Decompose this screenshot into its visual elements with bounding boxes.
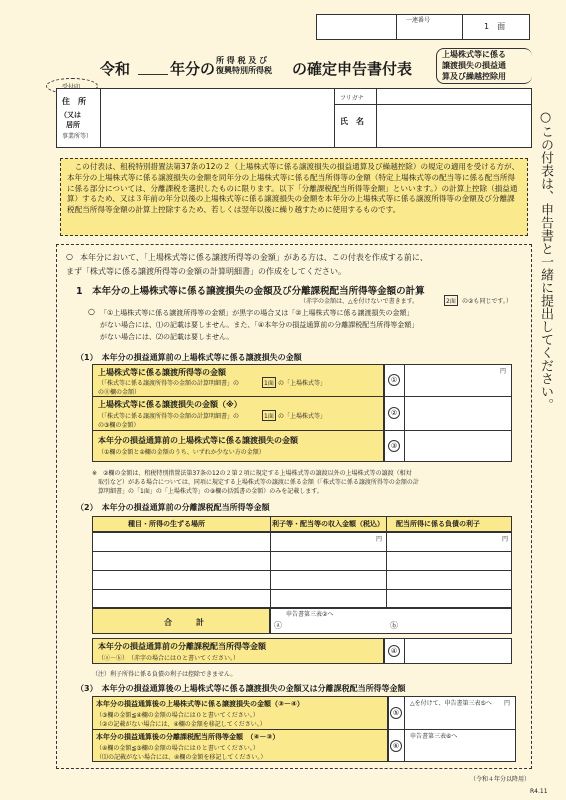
row3-amount-field[interactable] (406, 432, 510, 460)
row1-amount-field[interactable] (406, 366, 510, 394)
section1-note: （赤字の金額は、△を付けないで書きます。 (300, 298, 419, 305)
row5-number: ⑤ (390, 707, 402, 719)
row6-number: ⑥ (390, 740, 402, 752)
name-label: 氏 名 (340, 117, 364, 126)
row1-label: 上場株式等に係る譲渡所得等の金額 (98, 368, 226, 377)
title-bracket-3: 算及び繰越控除用 (442, 72, 506, 81)
total-note: 申告書第三表②へ (286, 611, 334, 618)
row4-sub: （ⓐ－ⓑ） （赤字の場合には０と書いてください。） (98, 655, 240, 662)
title-bracket-1: 上場株式等に係る (442, 50, 506, 59)
total-b-marker: ⓑ (390, 621, 398, 630)
footnote-line-2: 取引など）がある場合については、同項に規定する上場株式等の譲渡に係る金額（「株式等に係る譲渡所得等の金額の計 (98, 479, 419, 486)
yen-unit-3: 円 (502, 536, 509, 543)
title-small-2: 復興特別所得税 (216, 66, 272, 75)
yen-unit: 円 (500, 368, 507, 375)
section1-note-ref: 2面 (444, 295, 458, 306)
row2-ref: 1面 (262, 410, 276, 421)
yen-unit-2: 円 (376, 536, 383, 543)
address-label: 住 所 (62, 97, 86, 106)
condition-line-3: がない場合には、⑵の記載は要しません。 (100, 333, 234, 341)
title-bracket-2: 譲渡損失の損益通 (442, 61, 506, 70)
furigana-field[interactable] (378, 90, 530, 103)
row1-ref: 1面 (262, 377, 276, 388)
notice-line-1: 本年分において、「上場株式等に係る譲渡所得等の金額」がある方は、この付表を作成する前に、 (80, 253, 428, 262)
row2-sub2: の③欄の金額） (98, 422, 140, 429)
row2-sub: （「株式等に係る譲渡所得等の金額の計算明細書」の (98, 413, 240, 420)
side-notice: ○この付表は、申告書と一緒に提出してください。 (538, 110, 553, 411)
condition-line-2: がない場合には、⑴の記載は要しません。また、「④本年分の損益通算前の分離課税配当所得等金額」 (100, 321, 419, 329)
row6-sub1: （④欄の金額≦③欄の金額の場合には０と書いてください。） (96, 745, 259, 752)
row3-label: 本年分の損益通算前の上場株式等に係る譲渡損失の金額 (98, 436, 298, 445)
row5-sub2: （②の記載がない場合には、④欄の金額を移記してください。） (96, 721, 266, 728)
row1-sub2: の⑪欄の金額） (98, 389, 141, 396)
col-header-item: 種目・所得の生ずる場所 (128, 520, 205, 528)
footer-code: R4.11 (530, 788, 548, 795)
title-year-suffix: 年分の (170, 60, 216, 78)
residence-label: 居所 (66, 121, 80, 129)
yen-unit-4: 円 (504, 700, 511, 707)
footnote-line-3: 算明細書」の「1面」の「上場株式等」の⑨欄の括弧書の金額）のみを記載します。 (98, 488, 323, 495)
address-field[interactable] (102, 90, 332, 146)
intro-text: この付表は、租税特別措置法第37条の12の２（上場株式等に係る譲渡損失の損益通算及び繰越控除）の規定の適用を受ける方が、本年分の上場株式等に係る譲渡損失の金額を同年分の上場株式等に係る配当所得等の金額（特定上場株式等の配当等に係る配当所得に係る部分については、分離課税を選択したものに限ります。以下「分離課税配当所得等金額」といいます。）の計算上控除（損益通算）するため、又は３年前の年分以後の上場株式等に係る譲渡損失の金額を本年分の上場株式等に係る譲渡所得等の金額及び分離課税配当所得等金額の計算上控除するため、若しくは翌年以後に繰り越すために使用するものです。 (60, 158, 528, 236)
row6-label: 本年分の損益通算後の分離課税配当所得等金額 （④－③） (96, 733, 280, 741)
row4-amount-field[interactable] (406, 640, 510, 662)
total-label: 合 計 (164, 618, 204, 627)
income-amount-field[interactable] (272, 534, 384, 606)
sub3-title: （3） 本年分の損益通算後の上場株式等に係る譲渡損失の金額又は分離課税配当所得等金額 (76, 684, 406, 693)
condition-line-1: 「①上場株式等に係る譲渡所得等の金額」が黒字の場合又は「②上場株式等に係る譲渡損失の金額」 (100, 309, 414, 317)
address-or-label: （又は (60, 111, 81, 119)
office-label: 事業所等） (62, 133, 93, 140)
row4-number: ④ (388, 645, 400, 657)
row1-sub-end: の「上場株式等」 (278, 380, 327, 387)
notice-line-2: まず「株式等に係る譲渡所得等の金額の計算明細書」の作成をしてください。 (66, 267, 346, 276)
debt-interest-field[interactable] (388, 534, 510, 606)
sub1-title: （1） 本年分の損益通算前の上場株式等に係る譲渡損失の金額 (76, 353, 302, 362)
row6-sub2: （⑴の記載がない場合には、④欄の金額を移記してください。） (96, 754, 267, 761)
col-header-income: 利子等・配当等の収入金額（税込） (272, 520, 384, 528)
row6-amount-field[interactable] (406, 739, 514, 760)
furigana-label: フリガナ (340, 95, 364, 102)
row1-number: ① (388, 374, 400, 386)
row6-note: 申告書第三表⑥へ (410, 733, 458, 740)
row3-number: ③ (388, 440, 400, 452)
page-label: 1 面 (484, 22, 506, 31)
section1-note-2: の②も同じです。） (462, 298, 512, 305)
total-a-marker: ⓐ (274, 621, 282, 630)
row4-label: 本年分の損益通算前の分離課税配当所得等金額 (98, 642, 266, 651)
title-small-1: 所 得 税 及 び (216, 56, 268, 65)
income-source-field[interactable] (94, 534, 268, 606)
footnote-line-1: ※ ②欄の金額は、租税特別措置法第37条の12の２第２項に規定する上場株式等の譲渡以外の上場株式等の譲渡（相対 (92, 470, 412, 477)
sub2-note: （注）利子所得に係る負債の利子は控除できません。 (92, 671, 237, 678)
sub2-title: （2） 本年分の損益通算前の分離課税配当所得等金額 (76, 503, 270, 512)
col-header-interest: 配当所得に係る負債の利子 (396, 520, 480, 528)
row5-amount-field[interactable] (406, 706, 514, 727)
row5-sub1: （③欄の金額≦④欄の金額の場合には０と書いてください。） (96, 712, 259, 719)
serial-label: 一連番号 (406, 17, 431, 24)
row2-label: 上場株式等に係る譲渡損失の金額（※） (98, 400, 242, 409)
row2-amount-field[interactable] (406, 398, 510, 428)
section1-title: 1 本年分の上場株式等に係る譲渡損失の金額及び分離課税配当所得等金額の計算 (76, 286, 425, 297)
footer-note: （令和４年分以降用） (470, 776, 531, 783)
row3-sub: （①欄の金額と②欄の金額のうち、いずれか少ない方の金額） (98, 449, 265, 456)
name-field[interactable] (378, 106, 530, 146)
title-prefix: 令和 (100, 60, 131, 78)
row5-note: △を付けて、申告書第三表⑤へ (410, 700, 492, 707)
row2-number: ② (388, 407, 400, 419)
page-title: の確定申告書付表 (292, 60, 413, 78)
row1-sub: （「株式等に係る譲渡所得等の金額の計算明細書」の (98, 380, 240, 387)
row5-label: 本年分の損益通算後の上場株式等に係る譲渡損失の金額（③－④） (96, 700, 304, 708)
row2-sub-end: の「上場株式等」 (278, 413, 327, 420)
